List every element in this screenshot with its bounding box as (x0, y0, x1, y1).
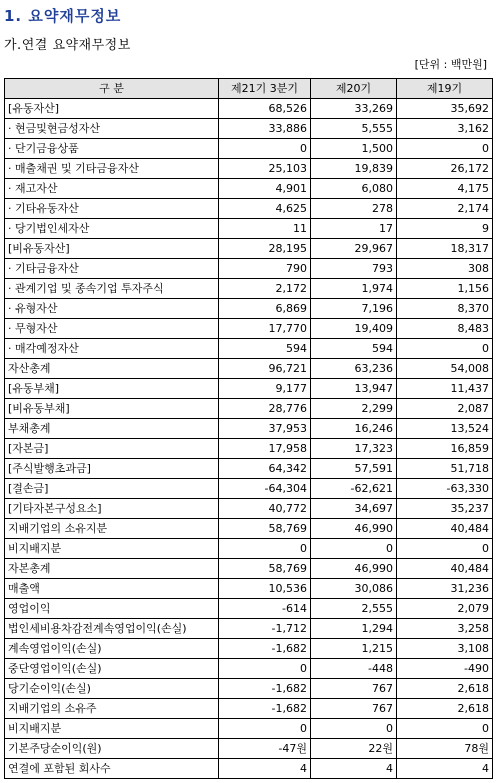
unit-label: [단위 : 백만원] (414, 58, 487, 71)
table-row (5, 459, 493, 479)
row-value: 0 (311, 719, 397, 739)
row-value: 2,079 (397, 599, 493, 619)
table-row (5, 259, 493, 279)
row-value: 4,625 (219, 199, 311, 219)
row-value: 0 (219, 539, 311, 559)
table-row (5, 199, 493, 219)
row-value: 5,555 (311, 119, 397, 139)
row-value: 33,269 (311, 99, 397, 119)
row-value: 594 (311, 339, 397, 359)
row-value: -47원 (219, 739, 311, 759)
row-value: 4,175 (397, 179, 493, 199)
table-body (5, 99, 493, 779)
table-row (5, 359, 493, 379)
row-value: 40,772 (219, 499, 311, 519)
row-value: 25,103 (219, 159, 311, 179)
row-value: -490 (397, 659, 493, 679)
row-label: [결손금] (5, 479, 219, 499)
row-label: [기타자본구성요소] (5, 499, 219, 519)
row-value: 2,174 (397, 199, 493, 219)
table-row (5, 539, 493, 559)
row-value: 4,901 (219, 179, 311, 199)
row-value: 10,536 (219, 579, 311, 599)
row-label: · 유형자산 (5, 299, 219, 319)
table-row (5, 99, 493, 119)
row-value: 28,195 (219, 239, 311, 259)
row-value: 28,776 (219, 399, 311, 419)
row-value: 68,526 (219, 99, 311, 119)
table-header-row (5, 79, 493, 99)
row-value: 4 (219, 759, 311, 779)
row-value: 30,086 (311, 579, 397, 599)
row-label: · 기타유동자산 (5, 199, 219, 219)
row-value: 17,770 (219, 319, 311, 339)
row-value: 8,370 (397, 299, 493, 319)
row-value: 2,618 (397, 699, 493, 719)
row-value: 64,342 (219, 459, 311, 479)
row-value: 790 (219, 259, 311, 279)
row-label: 법인세비용차감전계속영업이익(손실) (5, 619, 219, 639)
row-label: 매출액 (5, 579, 219, 599)
row-value: 3,162 (397, 119, 493, 139)
row-value: 7,196 (311, 299, 397, 319)
table-row (5, 219, 493, 239)
row-value: 46,990 (311, 559, 397, 579)
row-value: 0 (219, 139, 311, 159)
table-row (5, 139, 493, 159)
row-value: 6,080 (311, 179, 397, 199)
table-row (5, 639, 493, 659)
row-label: 계속영업이익(손실) (5, 639, 219, 659)
row-value: -64,304 (219, 479, 311, 499)
row-value: 0 (397, 719, 493, 739)
header-period-q3: 제21기 3분기 (219, 79, 311, 99)
row-value: 17,958 (219, 439, 311, 459)
row-value: 96,721 (219, 359, 311, 379)
row-value: 1,974 (311, 279, 397, 299)
row-value: 11,437 (397, 379, 493, 399)
row-value: 78원 (397, 739, 493, 759)
row-value: 40,484 (397, 559, 493, 579)
row-value: 58,769 (219, 519, 311, 539)
row-value: 793 (311, 259, 397, 279)
row-label: · 매각예정자산 (5, 339, 219, 359)
row-value: 13,524 (397, 419, 493, 439)
row-value: 1,500 (311, 139, 397, 159)
row-label: 자본총계 (5, 559, 219, 579)
row-value: 9 (397, 219, 493, 239)
financial-summary-table (4, 78, 493, 779)
row-value: -1,682 (219, 699, 311, 719)
row-value: 18,317 (397, 239, 493, 259)
row-value: 767 (311, 679, 397, 699)
section-subtitle: 가.연결 요약재무정보 (4, 38, 131, 53)
row-value: 0 (219, 659, 311, 679)
row-value: -1,682 (219, 639, 311, 659)
table-row (5, 439, 493, 459)
row-value: 767 (311, 699, 397, 719)
row-value: 26,172 (397, 159, 493, 179)
row-value: 19,839 (311, 159, 397, 179)
row-value: 2,555 (311, 599, 397, 619)
row-label: 영업이익 (5, 599, 219, 619)
row-value: 2,299 (311, 399, 397, 419)
row-label: · 매출채권 및 기타금융자산 (5, 159, 219, 179)
row-value: 8,483 (397, 319, 493, 339)
row-label: · 무형자산 (5, 319, 219, 339)
row-value: 0 (397, 339, 493, 359)
table-row (5, 279, 493, 299)
table-row (5, 679, 493, 699)
row-value: 0 (397, 539, 493, 559)
row-label: 연결에 포함된 회사수 (5, 759, 219, 779)
row-label: · 재고자산 (5, 179, 219, 199)
row-label: · 기타금융자산 (5, 259, 219, 279)
row-value: 2,618 (397, 679, 493, 699)
table-row (5, 499, 493, 519)
row-value: 4 (311, 759, 397, 779)
row-value: -1,712 (219, 619, 311, 639)
row-label: [유동부채] (5, 379, 219, 399)
row-label: 당기순이익(손실) (5, 679, 219, 699)
row-value: 1,215 (311, 639, 397, 659)
row-value: 51,718 (397, 459, 493, 479)
row-value: 4 (397, 759, 493, 779)
table-row (5, 119, 493, 139)
row-value: 29,967 (311, 239, 397, 259)
section-title: 1. 요약재무정보 (4, 7, 122, 25)
row-value: 3,258 (397, 619, 493, 639)
table-row (5, 319, 493, 339)
row-value: 46,990 (311, 519, 397, 539)
table-row (5, 239, 493, 259)
table-row (5, 599, 493, 619)
table-row (5, 739, 493, 759)
row-value: -1,682 (219, 679, 311, 699)
row-value: 17 (311, 219, 397, 239)
row-value: 278 (311, 199, 397, 219)
table-row (5, 339, 493, 359)
row-label: · 관계기업 및 종속기업 투자주식 (5, 279, 219, 299)
row-label: 비지배지분 (5, 719, 219, 739)
row-label: 부채총계 (5, 419, 219, 439)
table-row (5, 519, 493, 539)
table-row (5, 719, 493, 739)
row-value: 16,859 (397, 439, 493, 459)
table-row (5, 579, 493, 599)
row-value: 9,177 (219, 379, 311, 399)
row-label: · 단기금융상품 (5, 139, 219, 159)
row-value: 6,869 (219, 299, 311, 319)
table-row (5, 619, 493, 639)
row-value: 34,697 (311, 499, 397, 519)
row-value: 40,484 (397, 519, 493, 539)
row-value: -448 (311, 659, 397, 679)
table-row (5, 699, 493, 719)
row-value: 19,409 (311, 319, 397, 339)
table-row (5, 759, 493, 779)
row-value: 16,246 (311, 419, 397, 439)
table-row (5, 179, 493, 199)
row-label: 지배기업의 소유지분 (5, 519, 219, 539)
row-value: 63,236 (311, 359, 397, 379)
row-value: 2,087 (397, 399, 493, 419)
row-value: 11 (219, 219, 311, 239)
row-label: [주식발행초과금] (5, 459, 219, 479)
row-value: 17,323 (311, 439, 397, 459)
row-value: 35,237 (397, 499, 493, 519)
row-label: [비유동자산] (5, 239, 219, 259)
row-value: 2,172 (219, 279, 311, 299)
row-label: 기본주당순이익(원) (5, 739, 219, 759)
header-period-20: 제20기 (311, 79, 397, 99)
row-value: 33,886 (219, 119, 311, 139)
row-label: · 당기법인세자산 (5, 219, 219, 239)
row-label: 자산총계 (5, 359, 219, 379)
table-row (5, 659, 493, 679)
row-value: 1,294 (311, 619, 397, 639)
table-row (5, 299, 493, 319)
table-row (5, 419, 493, 439)
row-value: 31,236 (397, 579, 493, 599)
row-value: 594 (219, 339, 311, 359)
row-value: -614 (219, 599, 311, 619)
row-label: 중단영업이익(손실) (5, 659, 219, 679)
header-period-19: 제19기 (397, 79, 493, 99)
row-value: 57,591 (311, 459, 397, 479)
row-value: 3,108 (397, 639, 493, 659)
table-row (5, 479, 493, 499)
row-value: 54,008 (397, 359, 493, 379)
row-value: 22원 (311, 739, 397, 759)
row-value: 0 (397, 139, 493, 159)
table-row (5, 159, 493, 179)
row-label: [자본금] (5, 439, 219, 459)
row-label: · 현금및현금성자산 (5, 119, 219, 139)
row-value: -63,330 (397, 479, 493, 499)
row-value: 37,953 (219, 419, 311, 439)
table-row (5, 399, 493, 419)
row-label: [비유동부채] (5, 399, 219, 419)
row-value: 0 (311, 539, 397, 559)
row-label: 비지배지분 (5, 539, 219, 559)
table-row (5, 379, 493, 399)
row-value: 13,947 (311, 379, 397, 399)
header-category: 구 분 (5, 79, 219, 99)
row-value: 0 (219, 719, 311, 739)
row-label: 지배기업의 소유주 (5, 699, 219, 719)
row-label: [유동자산] (5, 99, 219, 119)
row-value: -62,621 (311, 479, 397, 499)
row-value: 58,769 (219, 559, 311, 579)
row-value: 35,692 (397, 99, 493, 119)
row-value: 1,156 (397, 279, 493, 299)
table-row (5, 559, 493, 579)
row-value: 308 (397, 259, 493, 279)
